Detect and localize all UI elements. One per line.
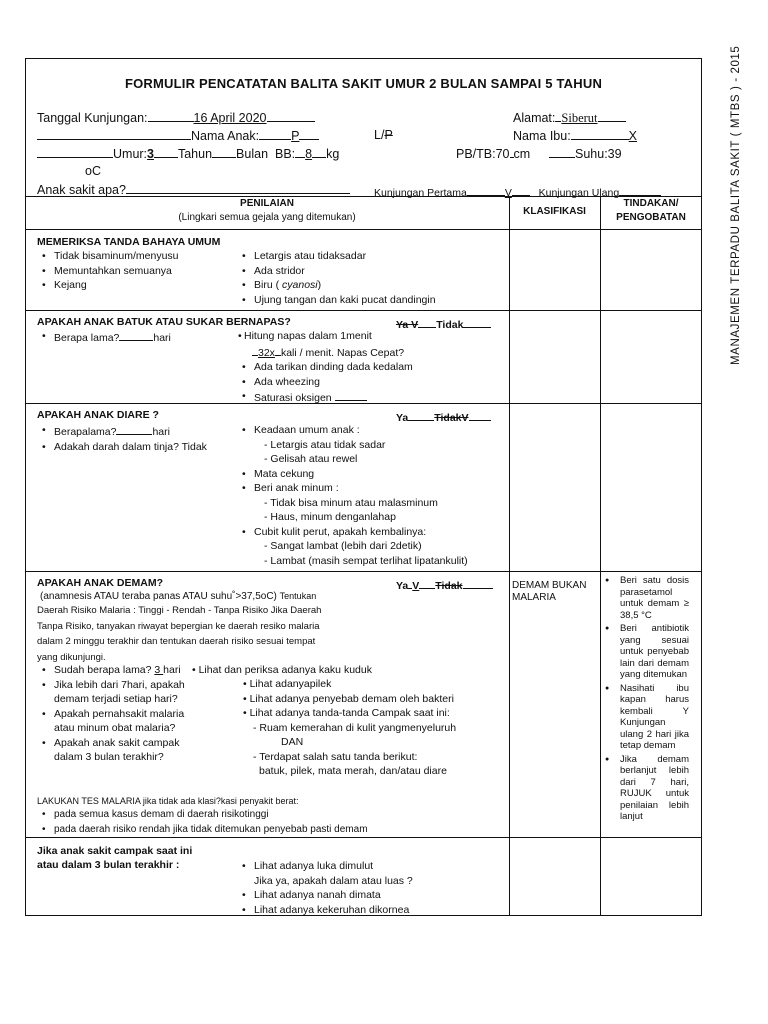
kunjungan-pertama-label: Kunjungan Pertama <box>374 187 467 199</box>
list-item[interactable]: • Hitung napas dalam 1menit <box>236 329 413 344</box>
col-penilaian: PENILAIAN <box>240 198 294 209</box>
list-item[interactable]: - Ruam kemerahan di kulit yangmenyeluruh <box>253 721 457 734</box>
kunjungan-ulang-label: Kunjungan Ulang <box>538 187 620 199</box>
diare-ya[interactable]: Ya <box>396 412 409 424</box>
kaku-kuduk-item[interactable]: • Lihat dan periksa adanya kaku kuduk <box>192 664 372 676</box>
list-item[interactable]: • Ada wheezing <box>240 375 413 390</box>
list-item[interactable]: • pada semua kasus demam di daerah risikotinggi <box>40 808 368 823</box>
sudah-lama-value: 3 <box>154 664 164 676</box>
alamat-value[interactable]: Siberut <box>561 111 598 125</box>
list-item[interactable]: • Kejang <box>40 278 179 293</box>
nama-anak-row <box>37 128 319 143</box>
list-item[interactable]: • Lihat adanya luka dimulut <box>240 859 413 874</box>
risiko-paragraph <box>37 603 321 665</box>
list-item: ● Beri antibiotik yang sesuai untuk penyebab lain dari demam yang ditemukan <box>603 623 689 681</box>
list-item[interactable]: - Letargis atau tidak sadar <box>264 438 386 451</box>
anamnesis-text: (anamnesis ATAU teraba panas ATAU suhu˚>37,5oC) <box>40 591 277 602</box>
tahun-label: Tahun <box>177 147 213 161</box>
hari-text: hari <box>152 426 170 438</box>
list-item[interactable]: • Tidak bisaminum/menyusu <box>40 249 179 264</box>
list-item[interactable]: • Adakah darah dalam tinja? Tidak <box>40 440 207 455</box>
kali-value: 32x <box>258 346 275 359</box>
col-tindakan-1: TINDAKAN/ <box>623 198 679 209</box>
pbtb-field <box>456 146 530 161</box>
tindakan-list <box>603 575 689 825</box>
list-item[interactable]: • Lihat adanya tanda-tanda Campak saat ini: <box>243 707 450 719</box>
list-item[interactable]: • Letargis atau tidaksadar <box>240 249 436 264</box>
list-item: demam terjadi setiap hari? <box>54 693 178 705</box>
biru-text: Biru ( <box>254 279 283 291</box>
list-item[interactable]: • Lihat adanyapilek <box>243 678 332 690</box>
list-item[interactable]: - Terdapat salah satu tanda berikut: <box>253 750 418 763</box>
alamat-label: Alamat: <box>513 111 556 125</box>
lp-label: L/ <box>374 128 385 142</box>
batuk-title: APAKAH ANAK BATUK ATAU SUKAR BERNAPAS? <box>37 316 291 328</box>
tanggal-value[interactable]: 16 April 2020 <box>193 111 267 125</box>
list-item[interactable]: • Keadaan umum anak : <box>240 423 468 438</box>
list-item[interactable] <box>40 329 171 346</box>
list-item[interactable]: Jika ya, apakah dalam atau luas ? <box>254 874 413 887</box>
list-item[interactable]: • Jika lebih dari 7hari, apakah <box>40 678 185 693</box>
col-tindakan-2: PENGOBATAN <box>616 212 686 223</box>
list-item[interactable]: • Apakah anak sakit campak <box>40 736 185 751</box>
suhu-unit: oC <box>85 164 101 178</box>
list-item[interactable]: • Ada tarikan dinding dada kedalam <box>240 360 413 375</box>
kali-text: kali / menit. Napas Cepat? <box>280 346 405 359</box>
cyanosi-text: cyanosi <box>282 279 318 291</box>
list-item[interactable] <box>240 278 436 293</box>
demam-answer <box>396 577 493 592</box>
diare-tidak[interactable]: TidakV <box>434 412 469 424</box>
nama-anak-label: Nama Anak: <box>191 129 260 143</box>
tes-malaria-list <box>40 808 368 837</box>
batuk-left-list <box>40 329 171 346</box>
nama-anak-value[interactable]: P <box>291 129 300 143</box>
demam-right-list <box>243 677 456 779</box>
bb-value[interactable]: 8 <box>305 147 313 161</box>
list-item: ● Jika demam berlanjut lebih dari 7 hari, RUJUK untuk penilaian lebih lanjut <box>603 754 689 823</box>
demam-left-list <box>40 663 185 765</box>
pbtb-unit: cm <box>513 147 531 161</box>
list-item[interactable] <box>40 423 207 440</box>
side-title-text: MANAJEMEN TERPADU BALITA SAKIT ( MTBS ) - 2015 <box>730 45 742 365</box>
demam-ya-value[interactable]: V <box>412 580 420 592</box>
list-item: dalam 3 bulan terakhir? <box>54 751 164 763</box>
umur-label: Umur: <box>113 147 148 161</box>
tentukan-text: Tentukan <box>279 591 317 601</box>
batuk-tidak[interactable]: Tidak <box>436 319 464 331</box>
bb-label: BB: <box>274 147 296 161</box>
campak-title-1: Jika anak sakit campak saat ini <box>37 845 193 857</box>
anak-sakit-row <box>37 182 350 197</box>
nama-ibu-row <box>513 128 637 143</box>
nama-ibu-label: Nama Ibu: <box>513 129 571 143</box>
berapalama-text: Berapalama? <box>54 426 117 438</box>
batuk-ya[interactable]: Ya V <box>396 319 419 331</box>
bulan-label: Bulan <box>236 147 269 161</box>
list-item[interactable]: • Mata cekung <box>240 467 468 482</box>
list-item[interactable]: • Ujung tangan dan kaki pucat dandingin <box>240 293 436 308</box>
list-item[interactable]: • pada daerah risiko rendah jika tidak ditemukan penyebab pasti demam <box>40 823 368 838</box>
list-item[interactable]: • Lihat adanya penyebab demam oleh bakteri <box>243 692 454 705</box>
saturasi-text: Saturasi oksigen <box>254 392 332 404</box>
diare-right-list <box>240 423 468 568</box>
umur-row <box>37 146 339 161</box>
list-item[interactable]: - Haus, minum denganlahap <box>264 511 396 523</box>
tanggal-label: Tanggal Kunjungan: <box>37 111 148 125</box>
side-title <box>722 20 752 380</box>
list-item: atau minum obat malaria? <box>54 722 176 734</box>
anamnesis-line <box>40 591 316 602</box>
list-item: ● Nasihati ibu kapan harus kembali Y Kunjungan ulang 2 hari jika tetap demam <box>603 683 689 752</box>
list-item[interactable] <box>40 663 185 678</box>
col-line-1 <box>509 196 510 916</box>
demam-title: APAKAH ANAK DEMAM? <box>37 577 163 589</box>
nama-ibu-value[interactable]: X <box>628 129 638 143</box>
bahaya-right-list <box>240 249 436 307</box>
col-penilaian-sub: (Lingkari semua gejala yang ditemukan) <box>178 212 356 223</box>
pbtb-label: PB/TB:70 <box>456 147 510 161</box>
list-item: DAN <box>281 736 304 748</box>
diare-title: APAKAH ANAK DIARE ? <box>37 409 159 421</box>
list-item[interactable]: • Apakah pernahsakit malaria <box>40 707 185 722</box>
umur-value[interactable]: 3 <box>147 147 154 161</box>
campak-title-2: atau dalam 3 bulan terakhir : <box>37 859 180 871</box>
biru-close: ) <box>317 279 322 291</box>
list-item[interactable]: • Lihat adanya kekeruhan dikornea <box>240 903 413 918</box>
list-item[interactable]: • Cubit kulit perut, apakah kembalinya: <box>240 525 468 540</box>
list-item[interactable] <box>240 389 413 406</box>
list-item[interactable] <box>236 344 413 361</box>
suhu-label[interactable]: Suhu:39 <box>575 147 622 161</box>
list-item[interactable]: • Ada stridor <box>240 264 436 279</box>
form-title: FORMULIR PENCATATAN BALITA SAKIT UMUR 2 BULAN SAMPAI 5 TAHUN <box>124 76 603 91</box>
batuk-right-list <box>236 329 413 406</box>
risiko-line-1: Daerah Risiko Malaria : Tinggi - Rendah - Tanpa Risiko Jika Daerah <box>37 605 322 616</box>
list-item[interactable]: - Gelisah atau rewel <box>264 453 358 465</box>
campak-list <box>240 859 413 917</box>
alamat-row <box>513 110 626 126</box>
risiko-line-2: Tanpa Risiko, tanyakan riwayat bepergian ke daerah resiko malaria <box>37 620 320 632</box>
lp-field <box>374 128 393 142</box>
tes-malaria-title: LAKUKAN TES MALARIA jika tidak ada klasi?kasi penyakit berat: <box>37 796 299 806</box>
kg-label: kg <box>326 147 340 161</box>
risiko-line-4: yang dikunjungi. <box>37 651 106 663</box>
bahaya-left-list <box>40 249 179 293</box>
hari-text: hari <box>153 332 171 344</box>
kunjungan-pertama-value[interactable]: V <box>504 187 512 199</box>
diare-left-list <box>40 423 207 454</box>
berapa-lama-text: Berapa lama? <box>54 332 120 344</box>
list-item[interactable]: • Memuntahkan semuanya <box>40 264 179 279</box>
demam-ya[interactable]: Ya <box>396 580 409 592</box>
diare-answer <box>396 409 491 424</box>
col-line-2 <box>600 196 601 916</box>
list-item[interactable]: batuk, pilek, mata merah, dan/atau diare <box>259 765 447 777</box>
list-item: ● Beri satu dosis parasetamol untuk demam ≥ 38,5 °C <box>603 575 689 621</box>
anak-sakit-label: Anak sakit apa? <box>37 183 126 197</box>
hari-text: hari <box>163 664 181 676</box>
sudah-lama-text: Sudah berapa lama? <box>54 664 155 676</box>
list-item[interactable]: • Beri anak minum : <box>240 481 468 496</box>
demam-tidak[interactable]: Tidak <box>435 580 463 592</box>
list-item[interactable]: - Tidak bisa minum atau malasminum <box>264 496 438 509</box>
suhu-field <box>549 146 622 161</box>
list-item[interactable]: • Lihat adanya nanah dimata <box>240 888 413 903</box>
col-klasifikasi: KLASIFIKASI <box>523 206 586 217</box>
bahaya-title: MEMERIKSA TANDA BAHAYA UMUM <box>37 236 221 248</box>
klasifikasi-demam: DEMAM BUKAN MALARIA <box>512 580 587 603</box>
tanggal-row <box>37 110 315 125</box>
list-item[interactable]: - Lambat (masih sempat terlihat lipatankulit) <box>264 554 468 567</box>
lp-struck[interactable]: P <box>384 128 393 142</box>
risiko-line-3: dalam 2 minggu terakhir dan tentukan daerah risiko sesuai tempat <box>37 636 316 647</box>
list-item[interactable]: - Sangat lambat (lebih dari 2detik) <box>264 540 422 552</box>
